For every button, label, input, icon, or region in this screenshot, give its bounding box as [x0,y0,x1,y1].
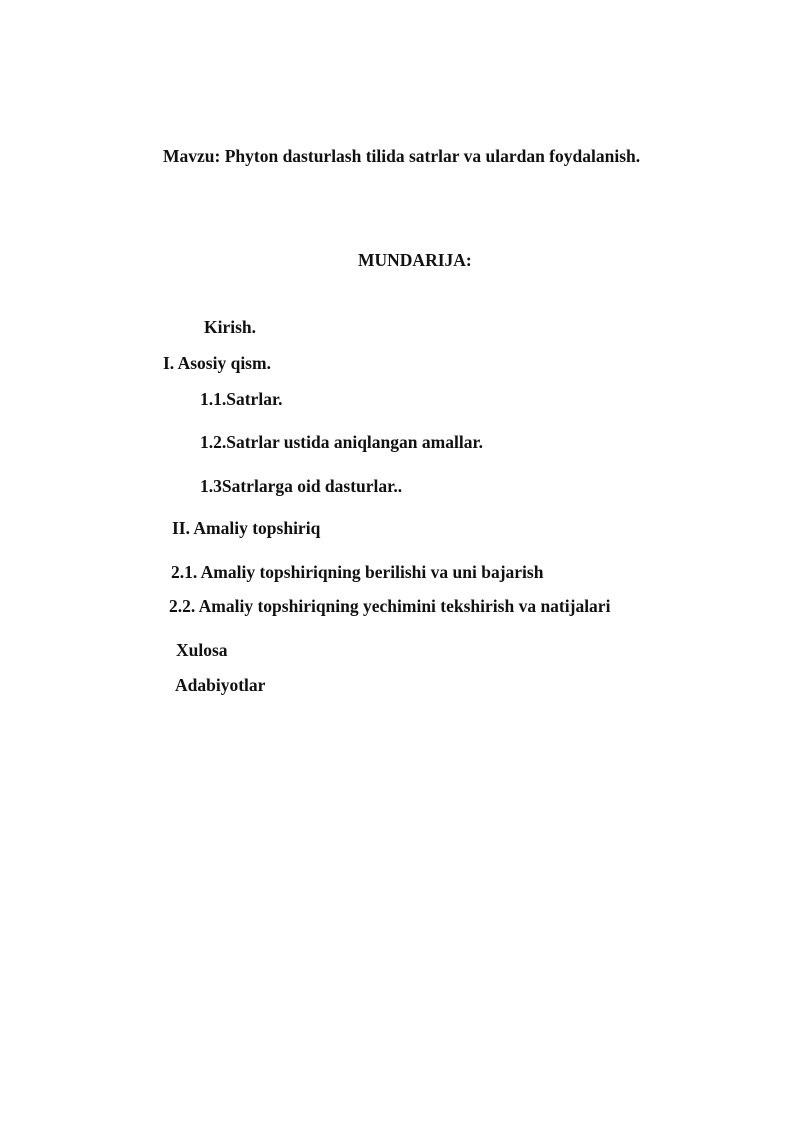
toc-item-1-1: 1.1.Satrlar. [200,389,283,409]
toc-item-conclusion: Xulosa [176,640,228,660]
toc-item-main-part: I. Asosiy qism. [163,353,271,373]
toc-item-introduction: Kirish. [204,317,257,337]
toc-item-references: Adabiyotlar [175,675,266,695]
toc-item-2-2: 2.2. Amaliy topshiriqning yechimini tekshirish va natijalari [169,596,611,616]
toc-item-1-2: 1.2.Satrlar ustida aniqlangan amallar. [200,432,483,452]
document-title: Mavzu: Phyton dasturlash tilida satrlar va ulardan foydalanish. [163,146,641,166]
toc-item-1-3: 1.3Satrlarga oid dasturlar.. [200,476,403,496]
contents-heading: MUNDARIJA: [358,250,472,270]
toc-item-practical-task: II. Amaliy topshiriq [172,518,321,538]
toc-item-2-1: 2.1. Amaliy topshiriqning berilishi va uni bajarish [171,562,544,582]
